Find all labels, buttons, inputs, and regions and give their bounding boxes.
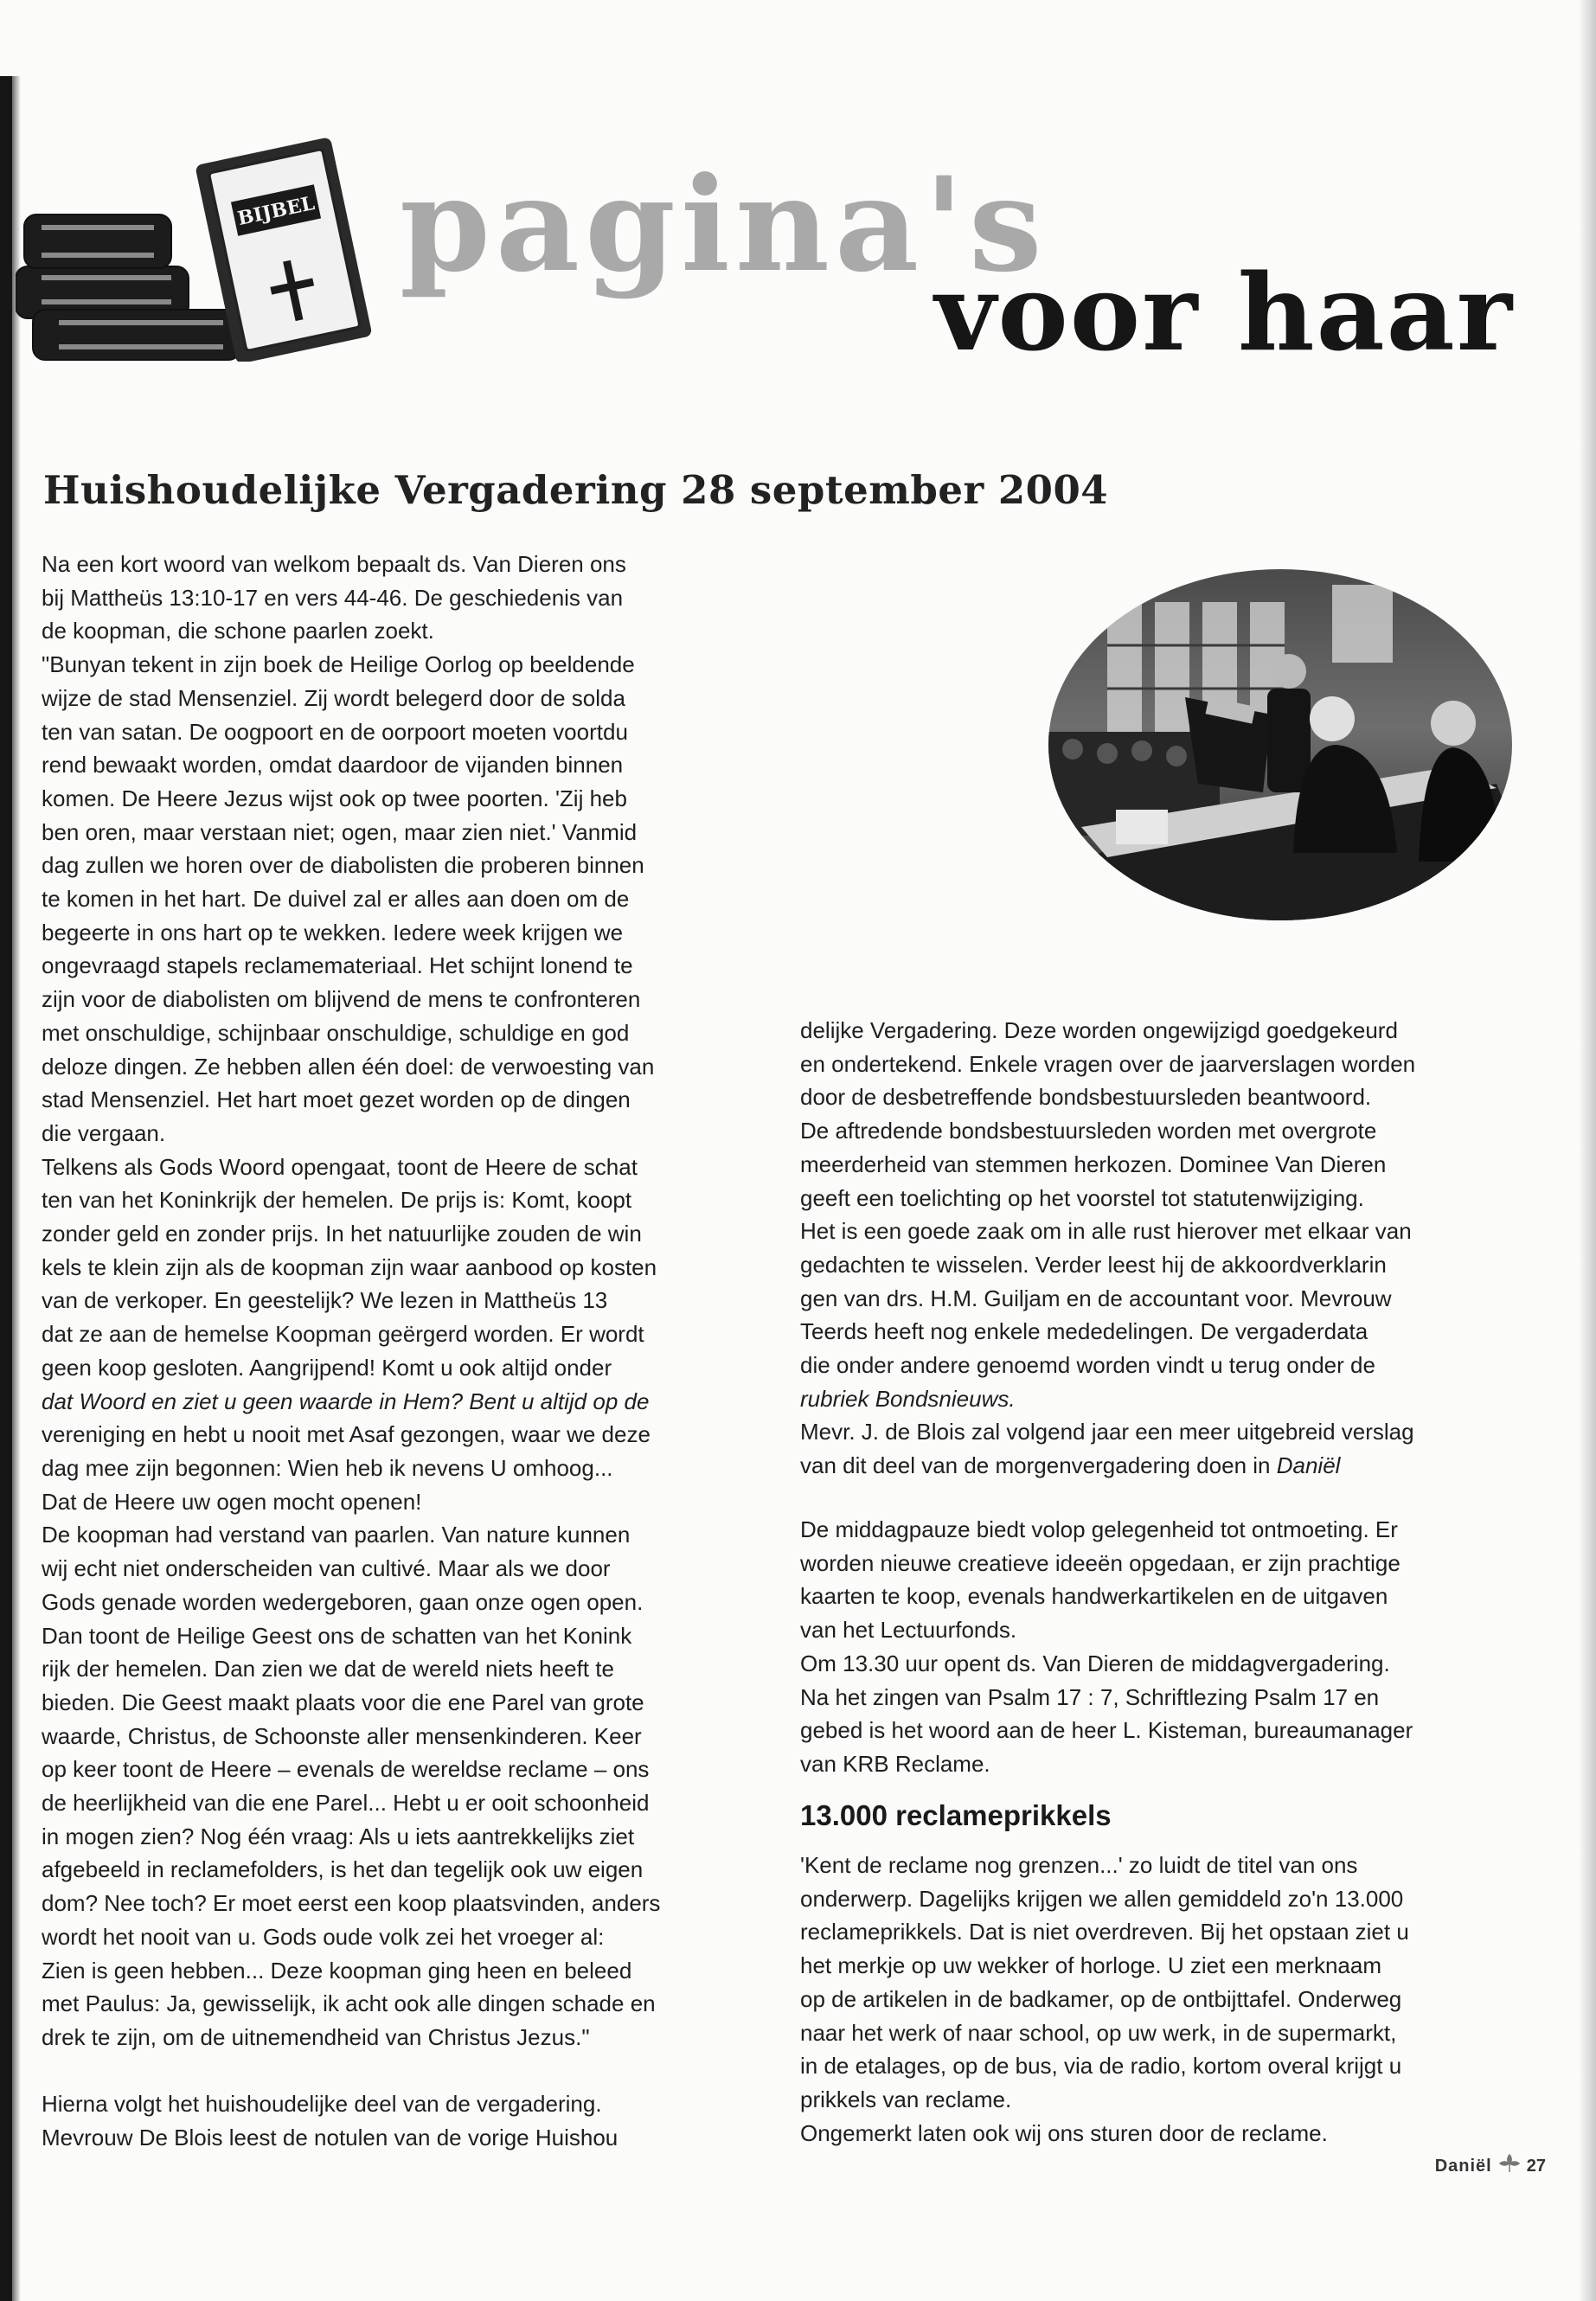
text-line: kels te klein zijn als de koopman zijn waar aanbood op kosten xyxy=(42,1253,657,1280)
text-line: worden nieuwe creatieve ideeën opgedaan, er zijn prachtige xyxy=(800,1549,1401,1576)
text-line: van dit deel van de morgenvergadering doen in Daniël xyxy=(800,1452,1341,1479)
text-line: bieden. Die Geest maakt plaats voor die ene Parel van grote xyxy=(42,1689,644,1715)
text-line: ten van het Koninkrijk der hemelen. De prijs is: Komt, koopt xyxy=(42,1187,632,1214)
text-line: dat ze aan de hemelse Koopman geërgerd worden. Er wordt xyxy=(42,1321,644,1348)
text-line: Teerds heeft nog enkele mededelingen. De vergaderdata xyxy=(800,1318,1368,1345)
text-line: zonder geld en zonder prijs. In het natuurlijke zouden de win xyxy=(42,1221,642,1247)
text-line: de heerlijkheid van die ene Parel... Hebt u er ooit schoonheid xyxy=(42,1790,650,1817)
text-line: De koopman had verstand van paarlen. Van nature kunnen xyxy=(42,1522,631,1548)
text-line: in de etalages, op de bus, via de radio, kortom overal krijgt u xyxy=(800,2053,1402,2080)
text-line: in mogen zien? Nog één vraag: Als u iets aantrekkelijks ziet xyxy=(42,1823,635,1849)
text-line: bij Mattheüs 13:10-17 en vers 44-46. De geschiedenis van xyxy=(42,584,624,611)
text-line: van KRB Reclame. xyxy=(800,1750,990,1777)
text-line: Mevrouw De Blois leest de notulen van de vorige Huishou xyxy=(42,2125,619,2151)
text-line: Gods genade worden wedergeboren, gaan onze ogen open. xyxy=(42,1588,644,1615)
page-spine-shadow xyxy=(0,76,12,2301)
text-line: geen koop gesloten. Aangrijpend! Komt u ook altijd onder xyxy=(42,1354,612,1381)
magazine-name: Daniël xyxy=(1434,2156,1492,2176)
text-line: wijze de stad Mensenziel. Zij wordt belegerd door de solda xyxy=(42,684,625,711)
text-line: van het Lectuurfonds. xyxy=(800,1617,1017,1644)
masthead-pagina: pagina's xyxy=(400,149,1048,301)
text-line: gen van drs. H.M. Guiljam en de accountant voor. Mevrouw xyxy=(800,1285,1392,1311)
text-line: waarde, Christus, de Schoonste aller mensenkinderen. Keer xyxy=(42,1722,642,1749)
text-line: zijn voor de diabolisten om blijvend de mens te confronteren xyxy=(42,986,641,1013)
text-line: ben oren, maar verstaan niet; ogen, maar zien niet.' Vanmid xyxy=(42,818,638,845)
left-column xyxy=(42,548,760,2155)
text-line: met Paulus: Ja, gewisselijk, ik acht ook alle dingen schade en xyxy=(42,1990,656,2017)
meeting-photo xyxy=(1047,567,1514,922)
text-line: "Bunyan tekent in zijn boek de Heilige Oorlog op beeldende xyxy=(42,651,635,678)
text-line: De middagpauze biedt volop gelegenheid tot ontmoeting. Er xyxy=(800,1516,1398,1542)
text-line: met onschuldige, schijnbaar onschuldige, schuldige en god xyxy=(42,1019,630,1046)
right-column-middle xyxy=(800,1513,1492,1781)
text-line: dat Woord en ziet u geen waarde in Hem? Bent u altijd op de xyxy=(42,1388,650,1414)
text-line: Telkens als Gods Woord opengaat, toont de Heere de schat xyxy=(42,1153,638,1180)
text-line: wij echt niet onderscheiden van cultivé. Maar als we door xyxy=(42,1555,611,1582)
right-column-bottom xyxy=(800,1849,1492,2150)
text-line: dag zullen we horen over de diabolisten die proberen binnen xyxy=(42,852,644,879)
text-line: deloze dingen. Ze hebben allen één doel: de verwoesting van xyxy=(42,1053,655,1080)
page-number: 27 xyxy=(1526,2156,1546,2176)
text-line: geeft een toelichting op het voorstel tot statutenwijziging. xyxy=(800,1184,1364,1211)
text-line: op de artikelen in de badkamer, op de ontbijttafel. Onderweg xyxy=(800,1985,1402,2012)
text-line: wordt het nooit van u. Gods oude volk zei het vroeger al: xyxy=(42,1923,605,1950)
text-line: van de verkoper. En geestelijk? We lezen in Mattheüs 13 xyxy=(42,1287,608,1314)
text-line: Na een kort woord van welkom bepaalt ds. Van Dieren ons xyxy=(42,551,626,577)
text-line: gebed is het woord aan de heer L. Kisteman, bureaumanager xyxy=(800,1717,1413,1744)
text-line: die vergaan. xyxy=(42,1119,166,1146)
text-line: Mevr. J. de Blois zal volgend jaar een meer uitgebreid verslag xyxy=(800,1419,1414,1445)
text-line: die onder andere genoemd worden vindt u terug onder de xyxy=(800,1352,1375,1379)
book-stack-icon xyxy=(16,128,396,362)
text-line: begeerte in ons hart op te wekken. Iedere week krijgen we xyxy=(42,919,624,945)
section-subheading: 13.000 reclameprikkels xyxy=(800,1799,1112,1831)
fleur-ornament-icon xyxy=(1499,2154,1520,2178)
text-line: het merkje op uw wekker of horloge. U ziet een merknaam xyxy=(800,1952,1381,1979)
text-line: Dat de Heere uw ogen mocht openen! xyxy=(42,1488,422,1515)
text-line: komen. De Heere Jezus wijst ook op twee poorten. 'Zij heb xyxy=(42,785,627,811)
text-line: rijk der hemelen. Dan zien we dat de wereld niets heeft te xyxy=(42,1656,614,1682)
text-line: naar het werk of naar school, op uw werk, in de supermarkt, xyxy=(800,2019,1397,2046)
page-gutter-shadow xyxy=(12,76,21,2301)
text-line: onderwerp. Dagelijks krijgen we allen gemiddeld zo'n 13.000 xyxy=(800,1885,1404,1912)
text-line: kaarten te koop, evenals handwerkartikelen en de uitgaven xyxy=(800,1583,1388,1610)
text-line: ten van satan. De oogpoort en de oorpoort moeten voortdu xyxy=(42,718,628,745)
text-line: ongevraagd stapels reclamemateriaal. Het schijnt lonend te xyxy=(42,952,633,979)
text-line: en ondertekend. Enkele vragen over de jaarverslagen worden xyxy=(800,1050,1416,1077)
text-line: rend bewaakt worden, omdat daardoor de vijanden binnen xyxy=(42,752,624,779)
page-footer xyxy=(1435,2154,1546,2178)
text-line: prikkels van reclame. xyxy=(800,2086,1012,2112)
text-line: Ongemerkt laten ook wij ons sturen door de reclame. xyxy=(800,2119,1328,2146)
text-line: Om 13.30 uur opent ds. Van Dieren de middagvergadering. xyxy=(800,1650,1390,1676)
text-line: Het is een goede zaak om in alle rust hierover met elkaar van xyxy=(800,1218,1412,1245)
text-line: Dan toont de Heilige Geest ons de schatten van het Konink xyxy=(42,1622,632,1649)
text-line: drek te zijn, om de uitnemendheid van Christus Jezus." xyxy=(42,2023,590,2050)
text-line: Zien is geen hebben... Deze koopman ging heen en beleed xyxy=(42,1957,632,1984)
text-line: rubriek Bondsnieuws. xyxy=(800,1385,1016,1412)
text-line: Na het zingen van Psalm 17 : 7, Schriftlezing Psalm 17 en xyxy=(800,1683,1380,1710)
text-line: Hierna volgt het huishoudelijke deel van de vergadering. xyxy=(42,2091,602,2118)
text-line xyxy=(42,2054,760,2088)
text-line: te komen in het hart. De duivel zal er alles aan doen om de xyxy=(42,886,630,913)
text-line: dom? Nee toch? Er moet eerst een koop plaatsvinden, anders xyxy=(42,1890,661,1917)
text-line: afgebeeld in reclamefolders, is het dan tegelijk ook uw eigen xyxy=(42,1856,644,1883)
page-edge-shadow xyxy=(1579,0,1596,2301)
text-line: meerderheid van stemmen herkozen. Dominee Van Dieren xyxy=(800,1150,1387,1177)
bible-cover-label: BIJBEL xyxy=(235,191,317,231)
text-line: 'Kent de reclame nog grenzen...' zo luidt de titel van ons xyxy=(800,1852,1358,1878)
text-line: stad Mensenziel. Het hart moet gezet worden op de dingen xyxy=(42,1086,631,1113)
text-line: reclameprikkels. Dat is niet overdreven. Bij het opstaan ziet u xyxy=(800,1919,1409,1945)
masthead-voor-haar: voor haar xyxy=(934,250,1514,375)
text-line: door de desbetreffende bondsbestuursleden beantwoord. xyxy=(800,1084,1372,1111)
text-line: dag mee zijn begonnen: Wien heb ik nevens U omhoog... xyxy=(42,1454,613,1481)
text-line: vereniging en hebt u nooit met Asaf gezongen, waar we deze xyxy=(42,1421,651,1448)
article-title: Huishoudelijke Vergadering 28 september 2004 xyxy=(43,467,1109,513)
text-line: op keer toont de Heere – evenals de wereldse reclame – ons xyxy=(42,1756,650,1783)
text-line: delijke Vergadering. Deze worden ongewijzigd goedgekeurd xyxy=(800,1017,1398,1043)
text-line: de koopman, die schone paarlen zoekt. xyxy=(42,618,434,644)
text-line: De aftredende bondsbestuursleden worden met overgrote xyxy=(800,1118,1377,1144)
text-line: gedachten te wisselen. Verder leest hij de akkoordverklarin xyxy=(800,1251,1387,1278)
right-column-top xyxy=(800,1014,1492,1483)
